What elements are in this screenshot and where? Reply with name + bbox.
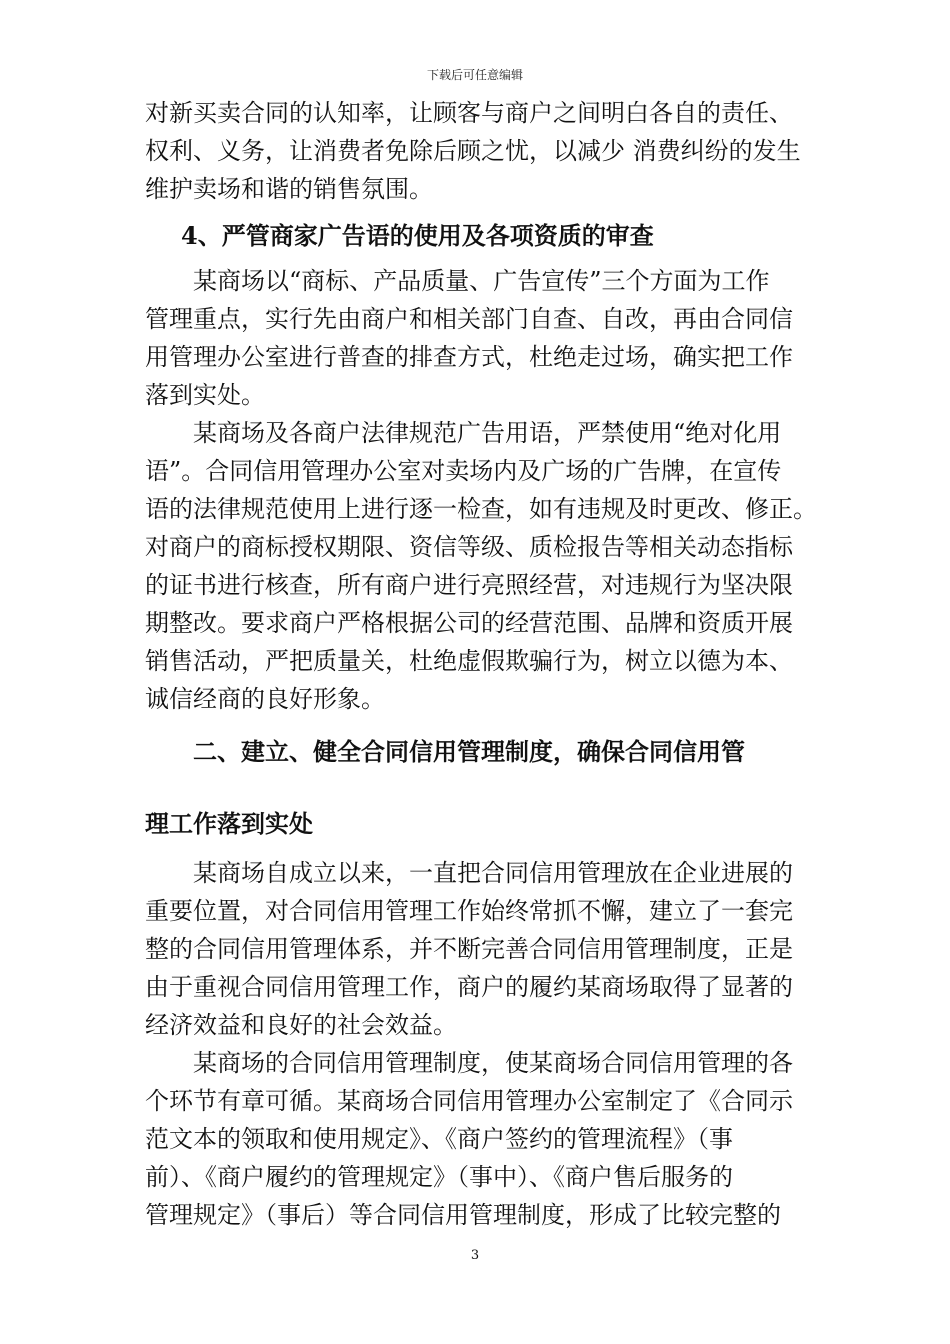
paragraph-line: 管理重点，实行先由商户和相关部门自查、自改，再由合同信 — [145, 305, 793, 333]
paragraph-line: 个环节有章可循。某商场合同信用管理办公室制定了《合同示 — [145, 1087, 793, 1115]
paragraph-line: 维护卖场和谐的销售氛围。 — [145, 175, 433, 203]
paragraph-line: 权利、义务，让消费者免除后顾之忧，以减少 消费纠纷的发生 — [145, 137, 801, 165]
paragraph-line: 用管理办公室进行普查的排查方式，杜绝走过场，确实把工作 — [145, 343, 793, 371]
paragraph-line: 经济效益和良好的社会效益。 — [145, 1011, 457, 1039]
document-body — [145, 94, 815, 1234]
paragraph-line: 范文本的领取和使用规定》、《商户签约的管理流程》（事 — [145, 1125, 733, 1153]
paragraph-line: 对商户的商标授权期限、资信等级、质检报告等相关动态指标 — [145, 533, 793, 561]
paragraph-line: 销售活动，严把质量关，杜绝虚假欺骗行为，树立以德为本、 — [145, 647, 793, 675]
paragraph-line: 语的法律规范使用上进行逐一检查，如有违规及时更改、修正。 — [145, 495, 817, 523]
paragraph-line: 重要位置，对合同信用管理工作始终常抓不懈，建立了一套完 — [145, 897, 793, 925]
section-heading-2-line-2: 理工作落到实处 — [145, 809, 313, 838]
paragraph-line: 整的合同信用管理体系，并不断完善合同信用管理制度，正是 — [145, 935, 793, 963]
paragraph-line: 期整改。要求商户严格根据公司的经营范围、品牌和资质开展 — [145, 609, 793, 637]
header-note: 下载后可任意编辑 — [426, 68, 523, 82]
page-number: 3 — [470, 1248, 480, 1263]
paragraph-line: 语”。合同信用管理办公室对卖场内及广场的广告牌，在宣传 — [145, 457, 782, 485]
paragraph-line: 由于重视合同信用管理工作，商户的履约某商场取得了显著的 — [145, 973, 793, 1001]
paragraph-line: 落到实处。 — [145, 381, 265, 409]
paragraph-line: 某商场自成立以来，一直把合同信用管理放在企业进展的 — [193, 859, 793, 887]
paragraph-line: 某商场的合同信用管理制度，使某商场合同信用管理的各 — [193, 1049, 793, 1077]
paragraph-line: 的证书进行核查，所有商户进行亮照经营，对违规行为坚决限 — [145, 571, 793, 599]
paragraph-line: 某商场及各商户法律规范广告用语，严禁使用“绝对化用 — [193, 419, 782, 447]
paragraph-line: 某商场以“商标、产品质量、广告宣传”三个方面为工作 — [193, 267, 770, 295]
paragraph-line: 管理规定》（事后）等合同信用管理制度，形成了比较完整的 — [145, 1201, 781, 1229]
paragraph-5 — [145, 1044, 815, 1234]
section-heading-2-line-1: 二、建立、健全合同信用管理制度，确保合同信用管 — [193, 737, 745, 766]
paragraph-line: 诚信经商的良好形象。 — [145, 685, 385, 713]
paragraph-line: 前）、《商户履约的管理规定》（事中）、《商户售后服务的 — [145, 1163, 733, 1191]
paragraph-4 — [145, 854, 815, 1044]
paragraph-3 — [145, 414, 815, 718]
paragraph-1 — [145, 94, 815, 208]
paragraph-line: 对新买卖合同的认知率，让顾客与商户之间明白各自的责任、 — [145, 99, 793, 127]
section-heading-4: 4、严管商家广告语的使用及各项资质的审查 — [181, 221, 654, 250]
paragraph-2 — [145, 262, 815, 414]
